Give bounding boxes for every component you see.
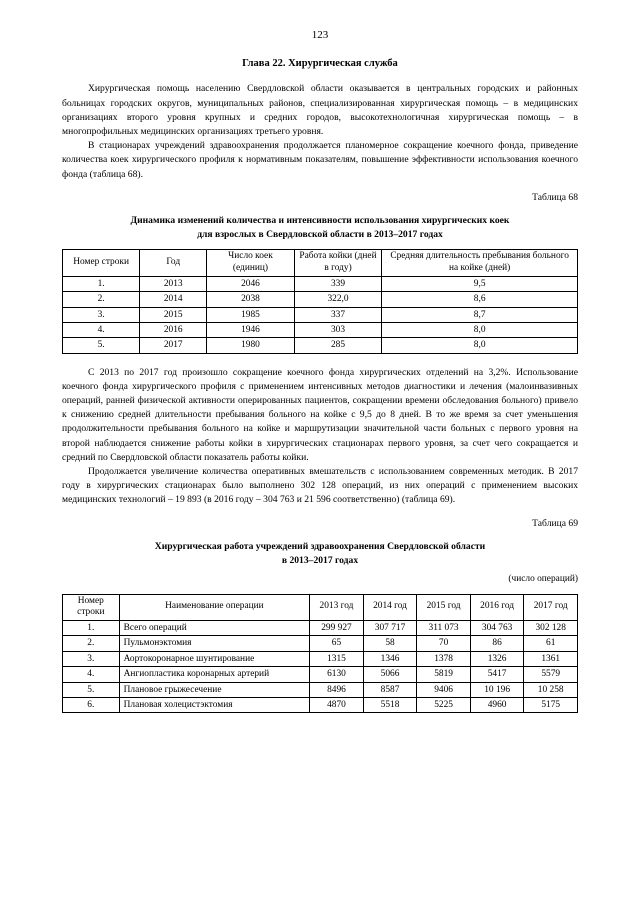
table-69-label: Таблица 69 xyxy=(532,517,578,529)
table-cell: 4. xyxy=(63,667,120,682)
table-cell: 58 xyxy=(363,636,417,651)
table-row xyxy=(63,322,578,337)
table-69-title-line-1: Хирургическая работа учреждений здравоохранения Свердловской области xyxy=(154,541,486,553)
table-cell: 1. xyxy=(63,276,140,291)
table-cell: 8,0 xyxy=(382,322,578,337)
table-row xyxy=(63,621,578,636)
paragraph-1: Хирургическая помощь населению Свердловской области оказывается в центральных городских и районных больницах городских округов, муниципальных районов, специализированная хирургическая помощь – в медицинских организациях второго уровня крупных и средних городов, высокотехнологичная хирургическая помощь – в многопрофильных медицинских организациях третьего уровня. xyxy=(62,83,578,137)
table-68-title xyxy=(62,214,578,241)
table-cell: 8587 xyxy=(363,682,417,697)
table-cell: 86 xyxy=(470,636,524,651)
page-number: 123 xyxy=(311,29,329,41)
table-cell: Пульмонэктомия xyxy=(119,636,310,651)
table-cell: 4870 xyxy=(310,698,364,713)
table-68-header-cell: Средняя длительность пребывания больного на койке (дней) xyxy=(382,250,578,277)
table-cell: Ангиопластика коронарных артерий xyxy=(119,667,310,682)
table-cell: 8496 xyxy=(310,682,364,697)
table-69-header-cell: 2017 год xyxy=(524,594,578,621)
table-69-header-cell: 2013 год xyxy=(310,594,364,621)
table-cell: 307 717 xyxy=(363,621,417,636)
table-cell: 5. xyxy=(63,682,120,697)
table-cell: 2015 xyxy=(140,307,207,322)
table-69-header-cell: 2016 год xyxy=(470,594,524,621)
table-row xyxy=(63,292,578,307)
paragraph-2: В стационарах учреждений здравоохранения продолжается планомерное сокращение коечного фонда, приведение количества коек хирургического профиля к нормативным показателям, повышение эффективности использования коечного фонда (таблица 68). xyxy=(62,140,578,180)
table-row xyxy=(63,651,578,666)
table-cell: Всего операций xyxy=(119,621,310,636)
table-cell: 304 763 xyxy=(470,621,524,636)
table-cell: 8,6 xyxy=(382,292,578,307)
table-row xyxy=(63,636,578,651)
table-cell: 5518 xyxy=(363,698,417,713)
table-68-header-cell: Год xyxy=(140,250,207,277)
table-cell: 3. xyxy=(63,307,140,322)
table-cell: 2016 xyxy=(140,322,207,337)
table-cell: 303 xyxy=(294,322,382,337)
table-cell: 1346 xyxy=(363,651,417,666)
table-cell: 5225 xyxy=(417,698,471,713)
table-cell: 5417 xyxy=(470,667,524,682)
table-68-header-cell: Работа койки (дней в году) xyxy=(294,250,382,277)
paragraph-4: Продолжается увеличение количества оперативных вмешательств с использованием современных методик. В 2017 году в хирургических стационарах было выполнено 302 128 операций, из них операций с применением высоких медицинских технологий – 19 893 (в 2016 году – 304 763 и 21 596 соответственно) (таблица 69). xyxy=(62,466,578,506)
table-cell: 302 128 xyxy=(524,621,578,636)
table-cell: 10 258 xyxy=(524,682,578,697)
table-68-header-row xyxy=(63,250,578,277)
table-cell: 8,7 xyxy=(382,307,578,322)
table-cell: 1946 xyxy=(207,322,295,337)
table-row xyxy=(63,698,578,713)
table-cell: 311 073 xyxy=(417,621,471,636)
table-row xyxy=(63,338,578,353)
table-68-header-cell: Номер строки xyxy=(63,250,140,277)
table-cell: 5579 xyxy=(524,667,578,682)
table-cell: 2. xyxy=(63,292,140,307)
table-cell: 61 xyxy=(524,636,578,651)
table-cell: 10 196 xyxy=(470,682,524,697)
table-69 xyxy=(62,594,578,714)
table-69-header-cell: 2015 год xyxy=(417,594,471,621)
table-cell: 1378 xyxy=(417,651,471,666)
table-cell: 2013 xyxy=(140,276,207,291)
table-cell: Плановое грыжесечение xyxy=(119,682,310,697)
table-cell: 1315 xyxy=(310,651,364,666)
table-68 xyxy=(62,249,578,354)
table-69-units-note: (число операций) xyxy=(508,574,578,585)
table-cell: 8,0 xyxy=(382,338,578,353)
table-cell: 70 xyxy=(417,636,471,651)
table-cell: 2046 xyxy=(207,276,295,291)
table-68-title-line-2: для взрослых в Свердловской области в 2013–2017 годах xyxy=(197,228,443,240)
table-cell: 9,5 xyxy=(382,276,578,291)
table-cell: 4960 xyxy=(470,698,524,713)
table-cell: 337 xyxy=(294,307,382,322)
table-68-label: Таблица 68 xyxy=(532,191,578,203)
paragraph-3: С 2013 по 2017 год произошло сокращение коечного фонда хирургических отделений на 3,2%. Использование коечного фонда хирургического профиля с применением интенсивных методов диагностики и лечения (малоинвазивных операций, ранней физической активности оперированных пациентов, сокращении времени обследования больного) привело к снижению средней длительности пребывания больного на койке с 9,5 до 8 дней. В то же время за счет уменьшения продолжительности пребывания больного на койке и маршрутизации значительной части больных с первого уровня на второй наблюдается снижение работы койки в хирургических стационарах первого уровня, за счет чего сокращается и средний по Свердловской области показатель работы койки. xyxy=(62,366,578,463)
table-cell: 2017 xyxy=(140,338,207,353)
table-cell: 2014 xyxy=(140,292,207,307)
table-69-header-cell: Номер строки xyxy=(63,594,120,621)
table-row xyxy=(63,682,578,697)
table-cell: 285 xyxy=(294,338,382,353)
table-cell: 322,0 xyxy=(294,292,382,307)
table-69-header-cell: 2014 год xyxy=(363,594,417,621)
table-cell: 1361 xyxy=(524,651,578,666)
table-69-title xyxy=(62,540,578,567)
table-cell: 1980 xyxy=(207,338,295,353)
table-cell: 339 xyxy=(294,276,382,291)
table-row xyxy=(63,276,578,291)
table-cell: 6. xyxy=(63,698,120,713)
table-cell: Аортокоронарное шунтирование xyxy=(119,651,310,666)
table-cell: Плановая холецистэктомия xyxy=(119,698,310,713)
table-cell: 5175 xyxy=(524,698,578,713)
table-cell: 5. xyxy=(63,338,140,353)
table-69-header-cell: Наименование операции xyxy=(119,594,310,621)
table-cell: 65 xyxy=(310,636,364,651)
table-cell: 9406 xyxy=(417,682,471,697)
table-cell: 2. xyxy=(63,636,120,651)
table-cell: 1985 xyxy=(207,307,295,322)
table-row xyxy=(63,307,578,322)
table-cell: 1326 xyxy=(470,651,524,666)
table-69-title-line-2: в 2013–2017 годах xyxy=(281,554,359,566)
table-cell: 2038 xyxy=(207,292,295,307)
table-cell: 3. xyxy=(63,651,120,666)
page-title: Глава 22. Хирургическая служба xyxy=(242,57,398,69)
table-68-header-cell: Число коек (единиц) xyxy=(207,250,295,277)
table-row xyxy=(63,667,578,682)
table-cell: 299 927 xyxy=(310,621,364,636)
table-cell: 6130 xyxy=(310,667,364,682)
table-cell: 1. xyxy=(63,621,120,636)
table-cell: 5066 xyxy=(363,667,417,682)
table-69-header-row xyxy=(63,594,578,621)
table-cell: 5819 xyxy=(417,667,471,682)
table-68-title-line-1: Динамика изменений количества и интенсивности использования хирургических коек xyxy=(130,215,510,227)
table-cell: 4. xyxy=(63,322,140,337)
